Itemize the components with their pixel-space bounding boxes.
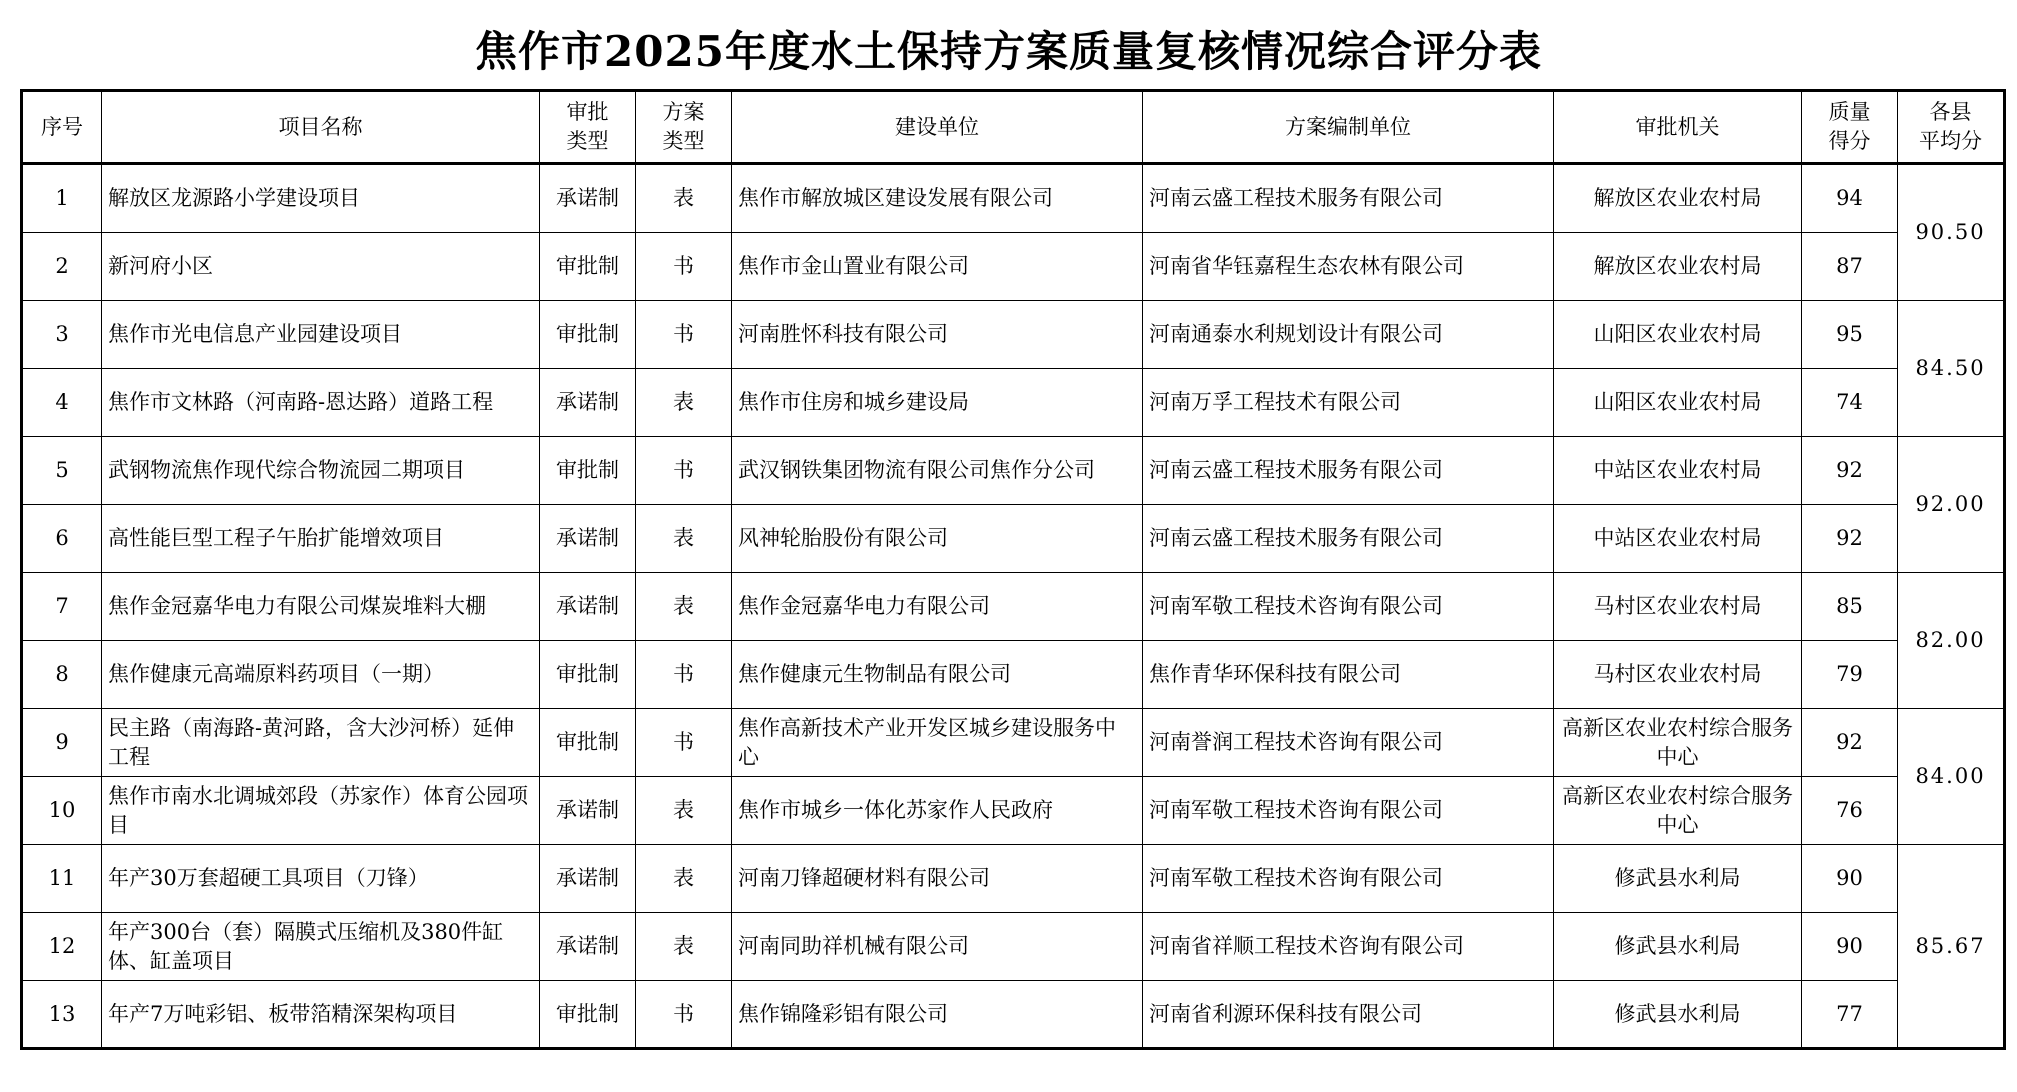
table-row [22,981,2005,1049]
table-row [22,845,2005,913]
cell-approval-type: 审批制 [540,641,636,709]
cell-no: 9 [22,709,102,777]
cell-authority: 修武县水利局 [1554,845,1802,913]
cell-approval-type: 承诺制 [540,845,636,913]
cell-score: 90 [1802,913,1898,981]
cell-project: 武钢物流焦作现代综合物流园二期项目 [102,437,540,505]
cell-no: 11 [22,845,102,913]
cell-authority: 修武县水利局 [1554,913,1802,981]
cell-compiler: 河南省利源环保科技有限公司 [1143,981,1554,1049]
cell-compiler: 河南省华钰嘉程生态农林有限公司 [1143,233,1554,301]
cell-authority: 高新区农业农村综合服务中心 [1554,777,1802,845]
cell-builder: 焦作市住房和城乡建设局 [732,369,1143,437]
header-authority: 审批机关 [1554,91,1802,164]
cell-authority: 解放区农业农村局 [1554,164,1802,233]
cell-compiler: 河南云盛工程技术服务有限公司 [1143,164,1554,233]
cell-score: 85 [1802,573,1898,641]
cell-authority: 解放区农业农村局 [1554,233,1802,301]
cell-no: 8 [22,641,102,709]
cell-no: 3 [22,301,102,369]
cell-compiler: 河南军敬工程技术咨询有限公司 [1143,845,1554,913]
cell-project: 新河府小区 [102,233,540,301]
cell-plan-type: 表 [636,777,732,845]
table-row [22,301,2005,369]
cell-builder: 焦作金冠嘉华电力有限公司 [732,573,1143,641]
cell-score: 92 [1802,437,1898,505]
cell-score: 95 [1802,301,1898,369]
cell-project: 焦作市南水北调城郊段（苏家作）体育公园项目 [102,777,540,845]
cell-project: 民主路（南海路-黄河路，含大沙河桥）延伸工程 [102,709,540,777]
header-no: 序号 [22,91,102,164]
cell-score: 76 [1802,777,1898,845]
cell-plan-type: 表 [636,573,732,641]
cell-no: 12 [22,913,102,981]
cell-authority: 山阳区农业农村局 [1554,301,1802,369]
cell-no: 13 [22,981,102,1049]
cell-score: 87 [1802,233,1898,301]
header-approval-type: 审批 类型 [540,91,636,164]
cell-builder: 焦作市城乡一体化苏家作人民政府 [732,777,1143,845]
cell-approval-type: 审批制 [540,233,636,301]
score-table [20,89,2006,1050]
cell-no: 4 [22,369,102,437]
cell-approval-type: 审批制 [540,709,636,777]
cell-plan-type: 书 [636,709,732,777]
header-avg: 各县 平均分 [1898,91,2005,164]
cell-compiler: 河南云盛工程技术服务有限公司 [1143,505,1554,573]
cell-project: 年产30万套超硬工具项目（刀锋） [102,845,540,913]
cell-project: 焦作健康元高端原料药项目（一期） [102,641,540,709]
table-row [22,913,2005,981]
cell-compiler: 河南省祥顺工程技术咨询有限公司 [1143,913,1554,981]
cell-authority: 中站区农业农村局 [1554,505,1802,573]
cell-county-average: 84.00 [1898,709,2005,845]
cell-builder: 焦作锦隆彩铝有限公司 [732,981,1143,1049]
cell-no: 10 [22,777,102,845]
cell-project: 焦作市光电信息产业园建设项目 [102,301,540,369]
cell-county-average: 82.00 [1898,573,2005,709]
table-row [22,164,2005,233]
table-row [22,233,2005,301]
cell-score: 74 [1802,369,1898,437]
header-plan-type: 方案 类型 [636,91,732,164]
cell-approval-type: 承诺制 [540,505,636,573]
cell-project: 年产7万吨彩铝、板带箔精深架构项目 [102,981,540,1049]
cell-project: 高性能巨型工程子午胎扩能增效项目 [102,505,540,573]
cell-approval-type: 承诺制 [540,369,636,437]
cell-score: 92 [1802,709,1898,777]
cell-plan-type: 书 [636,301,732,369]
cell-county-average: 92.00 [1898,437,2005,573]
cell-compiler: 河南万孚工程技术有限公司 [1143,369,1554,437]
cell-builder: 焦作健康元生物制品有限公司 [732,641,1143,709]
cell-builder: 焦作市解放城区建设发展有限公司 [732,164,1143,233]
cell-project: 解放区龙源路小学建设项目 [102,164,540,233]
cell-compiler: 河南誉润工程技术咨询有限公司 [1143,709,1554,777]
cell-score: 77 [1802,981,1898,1049]
cell-compiler: 焦作青华环保科技有限公司 [1143,641,1554,709]
cell-compiler: 河南通泰水利规划设计有限公司 [1143,301,1554,369]
cell-builder: 风神轮胎股份有限公司 [732,505,1143,573]
cell-approval-type: 审批制 [540,981,636,1049]
cell-authority: 修武县水利局 [1554,981,1802,1049]
cell-authority: 马村区农业农村局 [1554,641,1802,709]
cell-plan-type: 表 [636,164,732,233]
cell-compiler: 河南军敬工程技术咨询有限公司 [1143,573,1554,641]
cell-plan-type: 表 [636,845,732,913]
cell-compiler: 河南云盛工程技术服务有限公司 [1143,437,1554,505]
header-builder: 建设单位 [732,91,1143,164]
cell-no: 7 [22,573,102,641]
cell-score: 92 [1802,505,1898,573]
header-project: 项目名称 [102,91,540,164]
cell-authority: 高新区农业农村综合服务中心 [1554,709,1802,777]
table-row [22,505,2005,573]
cell-plan-type: 表 [636,913,732,981]
page-title: 焦作市2025年度水土保持方案质量复核情况综合评分表 [475,27,1542,76]
table-header-row [22,91,2005,164]
cell-plan-type: 书 [636,981,732,1049]
cell-authority: 中站区农业农村局 [1554,437,1802,505]
cell-plan-type: 表 [636,505,732,573]
cell-plan-type: 书 [636,233,732,301]
cell-score: 79 [1802,641,1898,709]
cell-no: 2 [22,233,102,301]
header-compiler: 方案编制单位 [1143,91,1554,164]
cell-project: 焦作市文林路（河南路-恩达路）道路工程 [102,369,540,437]
cell-no: 1 [22,164,102,233]
table-row [22,709,2005,777]
cell-builder: 河南刀锋超硬材料有限公司 [732,845,1143,913]
cell-builder: 河南胜怀科技有限公司 [732,301,1143,369]
cell-score: 94 [1802,164,1898,233]
table-row [22,437,2005,505]
cell-builder: 武汉钢铁集团物流有限公司焦作分公司 [732,437,1143,505]
cell-approval-type: 审批制 [540,301,636,369]
cell-plan-type: 书 [636,641,732,709]
cell-plan-type: 书 [636,437,732,505]
header-score: 质量 得分 [1802,91,1898,164]
cell-approval-type: 承诺制 [540,913,636,981]
cell-county-average: 85.67 [1898,845,2005,1049]
cell-approval-type: 承诺制 [540,573,636,641]
cell-county-average: 90.50 [1898,164,2005,301]
cell-builder: 焦作市金山置业有限公司 [732,233,1143,301]
cell-approval-type: 承诺制 [540,164,636,233]
cell-no: 5 [22,437,102,505]
cell-no: 6 [22,505,102,573]
cell-compiler: 河南军敬工程技术咨询有限公司 [1143,777,1554,845]
table-row [22,369,2005,437]
table-row [22,641,2005,709]
cell-plan-type: 表 [636,369,732,437]
cell-authority: 马村区农业农村局 [1554,573,1802,641]
cell-county-average: 84.50 [1898,301,2005,437]
table-row [22,777,2005,845]
cell-approval-type: 承诺制 [540,777,636,845]
cell-project: 年产300台（套）隔膜式压缩机及380件缸体、缸盖项目 [102,913,540,981]
cell-approval-type: 审批制 [540,437,636,505]
table-row [22,573,2005,641]
cell-builder: 河南同助祥机械有限公司 [732,913,1143,981]
cell-authority: 山阳区农业农村局 [1554,369,1802,437]
cell-project: 焦作金冠嘉华电力有限公司煤炭堆料大棚 [102,573,540,641]
cell-score: 90 [1802,845,1898,913]
cell-builder: 焦作高新技术产业开发区城乡建设服务中心 [732,709,1143,777]
